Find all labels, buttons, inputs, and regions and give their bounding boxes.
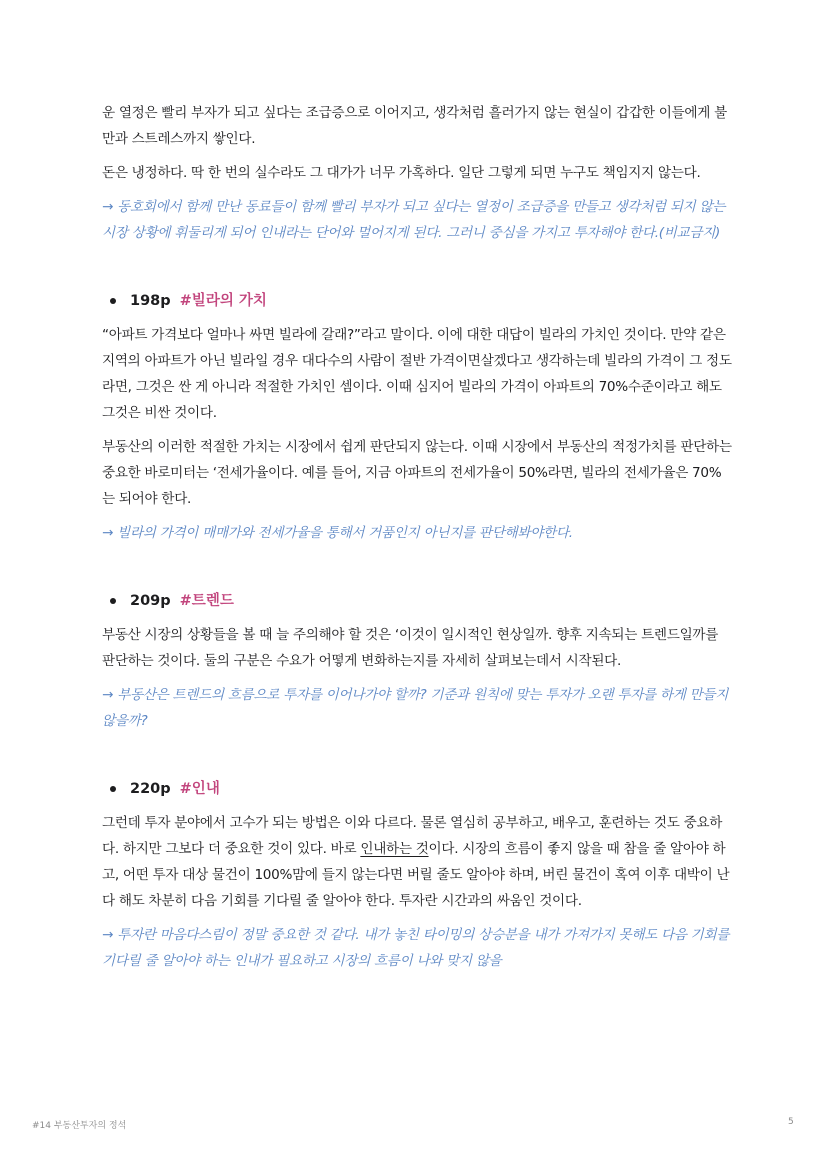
paragraph-text: 이다. 시장의 흐름이 좋지 않을 때 참을 줄 알아야 하고, 어떤 투자 대상 물건이 100%맘에 들지 않는다면 버릴 줄도 알아야 하며, 버린 물건이 혹여 이후 대박이 난다 해도 차분히 다음 기회를 기다릴 줄 알아야 한다. 투자란 시간과의 싸움인 것이다. xyxy=(102,841,730,909)
paragraph-text: 그런데 투자 분야에서 고수가 되는 방법은 이와 다르다. 물론 열심히 공부하고, 배우고, 훈련하는 것도 중요하다. 하지만 그보다 더 중요한 것이 있다. 바로 xyxy=(102,815,723,857)
page-reference: 198p xyxy=(130,293,171,309)
section-220p-paragraph-1 xyxy=(102,810,732,914)
intro-paragraph-2: 돈은 냉정하다. 딱 한 번의 실수라도 그 대가가 너무 가혹하다. 일단 그렇게 되면 누구도 책임지지 않는다. xyxy=(102,165,701,181)
section-209p-paragraph-1: 부동산 시장의 상황들을 볼 때 늘 주의해야 할 것은 ‘이것이 일시적인 현상일까. 향후 지속되는 트렌드일까를 판단하는 것이다. 둘의 구분은 수요가 어떻게 변화하는지를 자세히 살펴보는데서 시작된다. xyxy=(102,627,719,669)
section-198p-note: → 빌라의 가격이 매매가와 전세가율을 통해서 거품인지 아닌지를 판단해봐야한다. xyxy=(102,525,573,541)
page-reference: 209p xyxy=(130,593,171,609)
bullet-icon xyxy=(110,298,116,304)
underlined-text: 인내하는 것 xyxy=(360,841,429,857)
page-number: 5 xyxy=(788,1117,794,1127)
document-body xyxy=(102,100,732,982)
bullet-icon xyxy=(110,786,116,792)
section-heading-198p xyxy=(102,288,732,314)
page-reference: 220p xyxy=(130,781,171,797)
intro-note: → 동호회에서 함께 만난 동료들이 함께 빨리 부자가 되고 싶다는 열정이 조급증을 만들고 생각처럼 되지 않는 시장 상황에 휘둘리게 되어 인내라는 단어와 멀어지게 된다. 그러니 중심을 가지고 투자해야 한다.(비교금지) xyxy=(102,199,726,241)
section-209p-note: → 부동산은 트렌드의 흐름으로 투자를 이어나가야 할까? 기준과 원칙에 맞는 투자가 오랜 투자를 하게 만들지 않을까? xyxy=(102,687,729,729)
section-heading-209p xyxy=(102,588,732,614)
footer-title: #14 부동산투자의 정석 xyxy=(32,1121,127,1131)
intro-paragraph-1: 운 열정은 빨리 부자가 되고 싶다는 조급증으로 이어지고, 생각처럼 흘러가지 않는 현실이 갑갑한 이들에게 불만과 스트레스까지 쌓인다. xyxy=(102,105,727,147)
section-198p-paragraph-2: 부동산의 이러한 적절한 가치는 시장에서 쉽게 판단되지 않는다. 이때 시장에서 부동산의 적정가치를 판단하는 중요한 바로미터는 ‘전세가율이다. 예를 들어, 지금 아파트의 전세가율이 50%라면, 빌라의 전세가율은 70%는 되어야 한다. xyxy=(102,439,732,507)
section-heading-220p xyxy=(102,776,732,802)
bullet-icon xyxy=(110,598,116,604)
section-220p-note: → 투자란 마음다스림이 정말 중요한 것 같다. 내가 놓친 타이밍의 상승분을 내가 가져가지 못해도 다음 기회를 기다릴 줄 알아야 하는 인내가 필요하고 시장의 흐름이 나와 맞지 않을 xyxy=(102,927,730,969)
section-198p-paragraph-1: “아파트 가격보다 얼마나 싸면 빌라에 갈래?”라고 말이다. 이에 대한 대답이 빌라의 가치인 것이다. 만약 같은 지역의 아파트가 아닌 빌라일 경우 대다수의 사람이 절반 가격이면살겠다고 생각하는데 빌라의 가격이 그 정도라면, 그것은 싼 게 아니라 적절한 가치인 셈이다. 이때 심지어 빌라의 가격이 아파트의 70%수준이라고 해도 그것은 비싼 것이다. xyxy=(102,327,732,421)
hashtag: #트렌드 xyxy=(179,593,234,609)
hashtag: #인내 xyxy=(179,781,220,797)
hashtag: #빌라의 가치 xyxy=(179,293,267,309)
